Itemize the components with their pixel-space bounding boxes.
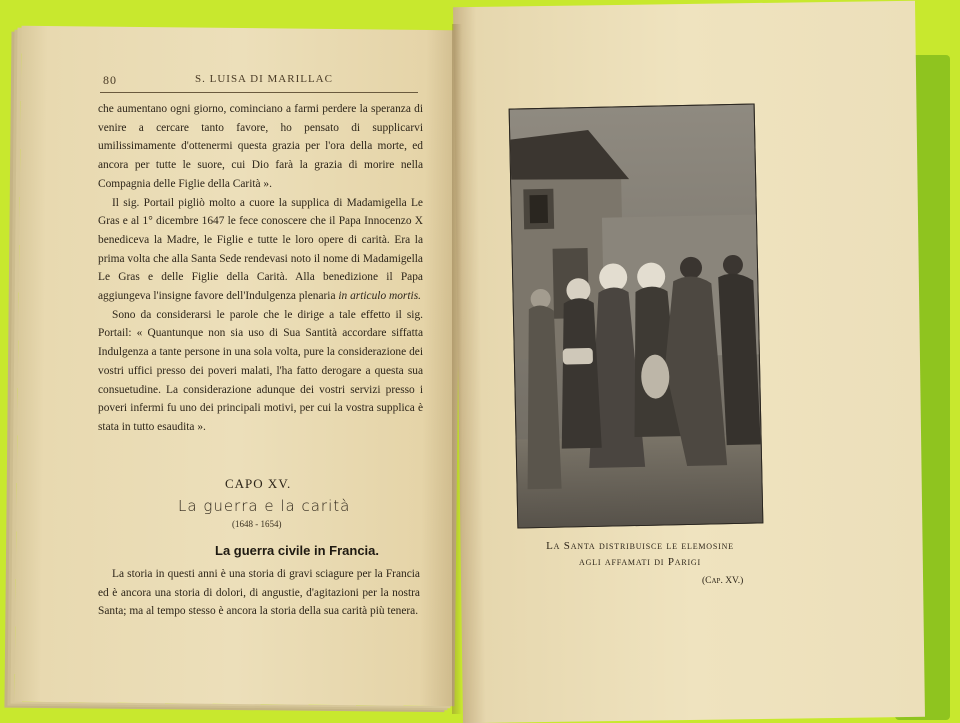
section-text	[98, 565, 420, 621]
chapter-dates: (1648 - 1654)	[232, 519, 282, 529]
paragraph: Il sig. Portail pigliò molto a cuore la supplica di Madamigella Le Gras e al 1° dicembre 1647 le fece conoscere che il Papa Innocenzo X benediceva la Madre, le Figlie e tutte le loro opere di carità. Era la prima volta che alla Santa Sede rendevasi noto il nome di Madamigella Le Gras e delle Figlie della Carità. Alla benedizione il Papa aggiungeva l'insigne favore dell'Indulgenza plenaria in articulo mortis.	[98, 196, 423, 303]
running-title: S. LUISA DI MARILLAC	[195, 73, 333, 85]
engraving-illustration	[509, 103, 764, 528]
paragraph: La storia in questi anni è una storia di gravi sciagure per la Francia ed è ancora una storia di dolori, di angustie, d'agitazioni per la nostra Santa; ma al tempo stesso è ancora la storia della sua carità più tenera.	[98, 568, 420, 617]
italic-phrase: in articulo mortis.	[338, 290, 421, 303]
chapter-label: CAPO XV.	[225, 476, 292, 491]
header-rule	[100, 92, 418, 93]
caption-line: agli affamati di Parigi	[579, 556, 701, 568]
caption-line: La Santa distribuisce le elemosine	[546, 540, 734, 552]
book-gutter	[452, 24, 462, 714]
paragraph: Sono da considerarsi le parole che le dirige a tale effetto il sig. Portail: « Quantunque non sia uso di Sua Santità accordare siffatta Indulgenza a tante persone in una sola volta, pure la considerazione dei vostri uffici presso dei poveri malati, l'ha fatto derogare a questa sua consuetudine. La considerazione adunque dei vostri servizi presso i poveri infermi fu uno dei principali motivi, per cui la vostra supplica è stata in tutto esaudita ».	[98, 308, 423, 433]
main-text	[98, 100, 423, 437]
paragraph: che aumentano ogni giorno, cominciano a farmi perdere la speranza di venire a cercare tanto favore, ho pensato di supplicarvi umilissimamente d'ottenermi questa grazia per l'ora della morte, ed ancora per tutte le suore, cui Dio farà la grazia di morire nella Compagnia delle Figlie della Carità ».	[98, 103, 423, 190]
running-header	[100, 73, 420, 91]
illustration-caption	[500, 538, 780, 570]
page-number: 80	[103, 73, 117, 87]
illustration-art	[510, 104, 763, 527]
section-title: La guerra civile in Francia.	[215, 543, 380, 558]
chapter-title: La guerra e la carità	[178, 497, 351, 515]
caption-reference: (Cap. XV.)	[702, 576, 744, 586]
